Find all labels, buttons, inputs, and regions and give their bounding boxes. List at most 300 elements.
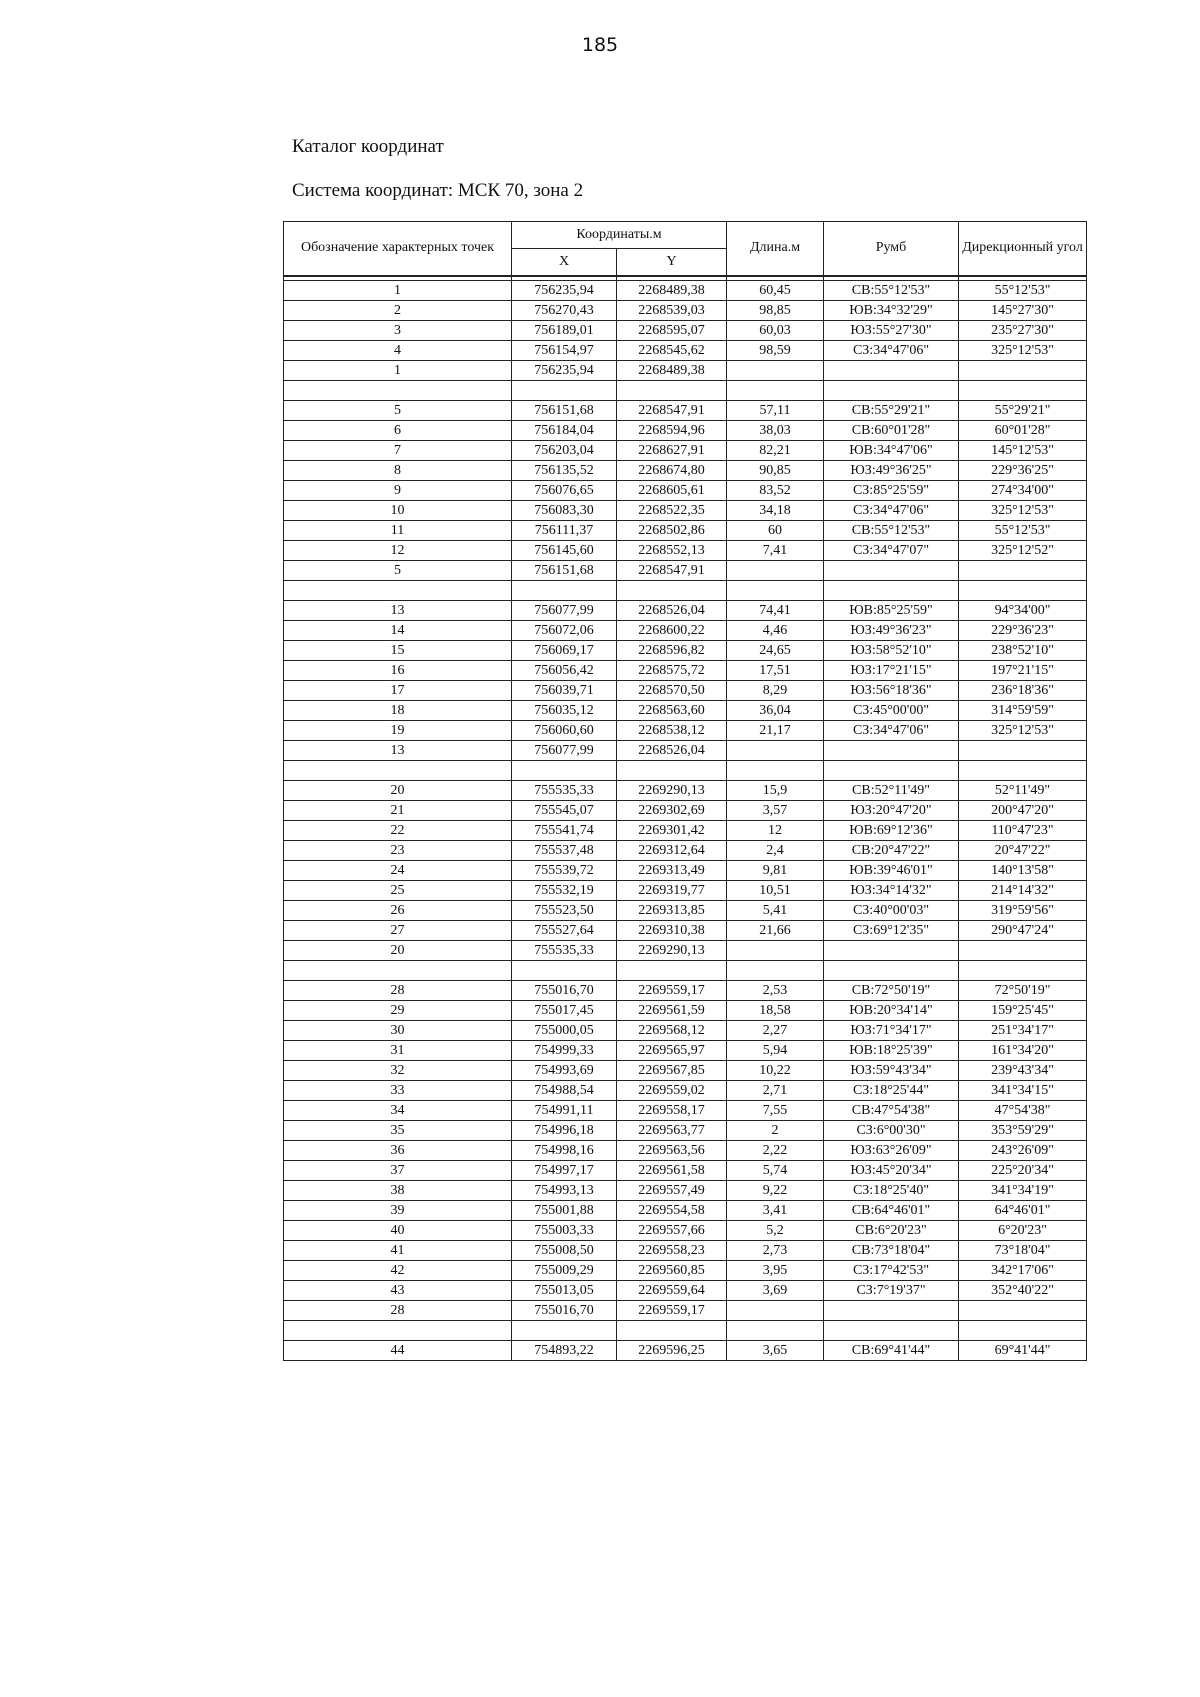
table-row — [284, 421, 1087, 441]
y-cell: 2269313,49 — [617, 861, 727, 881]
angle-cell: 55°12'53" — [959, 281, 1087, 301]
y-cell: 2268570,50 — [617, 681, 727, 701]
table-row — [284, 401, 1087, 421]
point-cell: 31 — [284, 1041, 512, 1061]
length-cell: 2,53 — [727, 981, 824, 1001]
point-cell: 28 — [284, 1301, 512, 1321]
rumb-cell — [824, 1301, 959, 1321]
angle-cell — [959, 941, 1087, 961]
length-cell: 57,11 — [727, 401, 824, 421]
y-cell: 2269302,69 — [617, 801, 727, 821]
length-cell — [727, 961, 824, 981]
table-row — [284, 741, 1087, 761]
header-x: X — [512, 249, 617, 276]
y-cell: 2269559,17 — [617, 1301, 727, 1321]
table-row — [284, 301, 1087, 321]
rumb-cell: СВ:52°11'49" — [824, 781, 959, 801]
table-row — [284, 981, 1087, 1001]
table-row — [284, 601, 1087, 621]
rumb-cell: ЮВ:20°34'14" — [824, 1001, 959, 1021]
x-cell: 756035,12 — [512, 701, 617, 721]
point-cell: 29 — [284, 1001, 512, 1021]
length-cell — [727, 1301, 824, 1321]
y-cell: 2269558,23 — [617, 1241, 727, 1261]
rumb-cell: ЮЗ:34°14'32" — [824, 881, 959, 901]
y-cell: 2269301,42 — [617, 821, 727, 841]
table-row — [284, 961, 1087, 981]
point-cell: 1 — [284, 281, 512, 301]
length-cell: 60 — [727, 521, 824, 541]
length-cell: 2,73 — [727, 1241, 824, 1261]
table-row — [284, 1141, 1087, 1161]
table-row — [284, 941, 1087, 961]
point-cell — [284, 961, 512, 981]
point-cell: 16 — [284, 661, 512, 681]
length-cell: 3,95 — [727, 1261, 824, 1281]
length-cell: 10,22 — [727, 1061, 824, 1081]
point-cell: 36 — [284, 1141, 512, 1161]
table-row — [284, 1341, 1087, 1361]
length-cell: 5,2 — [727, 1221, 824, 1241]
rumb-cell: ЮЗ:45°20'34" — [824, 1161, 959, 1181]
point-cell: 37 — [284, 1161, 512, 1181]
table-row — [284, 661, 1087, 681]
angle-cell — [959, 741, 1087, 761]
y-cell: 2268563,60 — [617, 701, 727, 721]
coordinate-catalog-table — [283, 221, 1087, 1361]
table-row — [284, 361, 1087, 381]
angle-cell: 69°41'44" — [959, 1341, 1087, 1361]
point-cell: 10 — [284, 501, 512, 521]
y-cell: 2269559,17 — [617, 981, 727, 1001]
y-cell: 2268526,04 — [617, 601, 727, 621]
rumb-cell: СЗ:18°25'44" — [824, 1081, 959, 1101]
rumb-cell — [824, 761, 959, 781]
point-cell: 13 — [284, 601, 512, 621]
x-cell: 754997,17 — [512, 1161, 617, 1181]
x-cell: 755537,48 — [512, 841, 617, 861]
point-cell: 12 — [284, 541, 512, 561]
point-cell: 25 — [284, 881, 512, 901]
length-cell — [727, 941, 824, 961]
y-cell: 2268522,35 — [617, 501, 727, 521]
rumb-cell: СЗ:85°25'59" — [824, 481, 959, 501]
rumb-cell: ЮЗ:17°21'15" — [824, 661, 959, 681]
x-cell: 754988,54 — [512, 1081, 617, 1101]
length-cell: 3,65 — [727, 1341, 824, 1361]
point-cell — [284, 381, 512, 401]
angle-cell: 197°21'15" — [959, 661, 1087, 681]
length-cell — [727, 741, 824, 761]
y-cell: 2269567,85 — [617, 1061, 727, 1081]
y-cell: 2269563,56 — [617, 1141, 727, 1161]
length-cell: 15,9 — [727, 781, 824, 801]
table-row — [284, 1281, 1087, 1301]
x-cell: 755013,05 — [512, 1281, 617, 1301]
angle-cell — [959, 381, 1087, 401]
angle-cell — [959, 1321, 1087, 1341]
table-row — [284, 1021, 1087, 1041]
rumb-cell: СВ:20°47'22" — [824, 841, 959, 861]
header-point: Обозначение характерных точек — [284, 222, 512, 276]
angle-cell: 342°17'06" — [959, 1261, 1087, 1281]
length-cell: 83,52 — [727, 481, 824, 501]
angle-cell: 72°50'19" — [959, 981, 1087, 1001]
angle-cell: 145°27'30" — [959, 301, 1087, 321]
y-cell — [617, 1321, 727, 1341]
length-cell — [727, 1321, 824, 1341]
y-cell: 2269557,49 — [617, 1181, 727, 1201]
page-number: 185 — [581, 34, 619, 56]
table-row — [284, 381, 1087, 401]
x-cell: 756083,30 — [512, 501, 617, 521]
y-cell: 2269563,77 — [617, 1121, 727, 1141]
y-cell: 2269560,85 — [617, 1261, 727, 1281]
rumb-cell: СВ:73°18'04" — [824, 1241, 959, 1261]
x-cell: 756076,65 — [512, 481, 617, 501]
angle-cell: 73°18'04" — [959, 1241, 1087, 1261]
length-cell — [727, 761, 824, 781]
y-cell: 2268526,04 — [617, 741, 727, 761]
x-cell: 756077,99 — [512, 601, 617, 621]
table-row — [284, 561, 1087, 581]
table-row — [284, 541, 1087, 561]
header-direction-angle: Дирекционный угол — [959, 222, 1087, 276]
rumb-cell: СВ:64°46'01" — [824, 1201, 959, 1221]
y-cell: 2269558,17 — [617, 1101, 727, 1121]
rumb-cell: СВ:6°20'23" — [824, 1221, 959, 1241]
header-coordinates: Координаты.м — [512, 222, 727, 249]
point-cell: 9 — [284, 481, 512, 501]
y-cell: 2268539,03 — [617, 301, 727, 321]
length-cell — [727, 361, 824, 381]
angle-cell: 159°25'45" — [959, 1001, 1087, 1021]
table-row — [284, 501, 1087, 521]
y-cell: 2269596,25 — [617, 1341, 727, 1361]
x-cell: 756056,42 — [512, 661, 617, 681]
point-cell: 2 — [284, 301, 512, 321]
header-rumb: Румб — [824, 222, 959, 276]
rumb-cell — [824, 1321, 959, 1341]
table-row — [284, 841, 1087, 861]
angle-cell: 325°12'53" — [959, 721, 1087, 741]
y-cell: 2268552,13 — [617, 541, 727, 561]
angle-cell: 341°34'15" — [959, 1081, 1087, 1101]
y-cell: 2268547,91 — [617, 561, 727, 581]
y-cell: 2269557,66 — [617, 1221, 727, 1241]
y-cell: 2269568,12 — [617, 1021, 727, 1041]
length-cell: 18,58 — [727, 1001, 824, 1021]
angle-cell: 55°29'21" — [959, 401, 1087, 421]
angle-cell: 290°47'24" — [959, 921, 1087, 941]
x-cell: 755532,19 — [512, 881, 617, 901]
x-cell: 756111,37 — [512, 521, 617, 541]
rumb-cell: СВ:55°29'21" — [824, 401, 959, 421]
table-row — [284, 861, 1087, 881]
y-cell: 2269310,38 — [617, 921, 727, 941]
table-row — [284, 681, 1087, 701]
point-cell: 14 — [284, 621, 512, 641]
length-cell: 60,03 — [727, 321, 824, 341]
rumb-cell — [824, 361, 959, 381]
length-cell: 98,85 — [727, 301, 824, 321]
length-cell: 21,17 — [727, 721, 824, 741]
point-cell: 26 — [284, 901, 512, 921]
y-cell: 2268502,86 — [617, 521, 727, 541]
y-cell: 2268489,38 — [617, 281, 727, 301]
point-cell: 17 — [284, 681, 512, 701]
angle-cell: 214°14'32" — [959, 881, 1087, 901]
rumb-cell: СВ:69°41'44" — [824, 1341, 959, 1361]
x-cell: 754993,69 — [512, 1061, 617, 1081]
length-cell: 38,03 — [727, 421, 824, 441]
point-cell: 20 — [284, 781, 512, 801]
x-cell: 755001,88 — [512, 1201, 617, 1221]
rumb-cell — [824, 961, 959, 981]
table-row — [284, 1241, 1087, 1261]
angle-cell: 325°12'52" — [959, 541, 1087, 561]
rumb-cell: СЗ:34°47'06" — [824, 721, 959, 741]
point-cell: 22 — [284, 821, 512, 841]
angle-cell: 60°01'28" — [959, 421, 1087, 441]
point-cell: 13 — [284, 741, 512, 761]
x-cell: 755009,29 — [512, 1261, 617, 1281]
length-cell: 8,29 — [727, 681, 824, 701]
point-cell: 27 — [284, 921, 512, 941]
angle-cell: 341°34'19" — [959, 1181, 1087, 1201]
length-cell — [727, 581, 824, 601]
point-cell: 28 — [284, 981, 512, 1001]
point-cell: 3 — [284, 321, 512, 341]
angle-cell — [959, 961, 1087, 981]
x-cell: 755541,74 — [512, 821, 617, 841]
x-cell: 755539,72 — [512, 861, 617, 881]
x-cell: 755535,33 — [512, 781, 617, 801]
angle-cell: 274°34'00" — [959, 481, 1087, 501]
table-row — [284, 641, 1087, 661]
rumb-cell: ЮВ:34°47'06" — [824, 441, 959, 461]
table-row — [284, 581, 1087, 601]
x-cell: 754991,11 — [512, 1101, 617, 1121]
y-cell: 2269312,64 — [617, 841, 727, 861]
y-cell: 2268595,07 — [617, 321, 727, 341]
angle-cell — [959, 761, 1087, 781]
point-cell: 19 — [284, 721, 512, 741]
point-cell: 6 — [284, 421, 512, 441]
x-cell — [512, 581, 617, 601]
x-cell — [512, 1321, 617, 1341]
rumb-cell: ЮЗ:58°52'10" — [824, 641, 959, 661]
point-cell: 5 — [284, 561, 512, 581]
y-cell: 2268575,72 — [617, 661, 727, 681]
length-cell: 12 — [727, 821, 824, 841]
rumb-cell: ЮВ:85°25'59" — [824, 601, 959, 621]
rumb-cell: СВ:72°50'19" — [824, 981, 959, 1001]
x-cell: 755535,33 — [512, 941, 617, 961]
rumb-cell — [824, 581, 959, 601]
angle-cell: 200°47'20" — [959, 801, 1087, 821]
y-cell: 2268594,96 — [617, 421, 727, 441]
rumb-cell: СЗ:34°47'06" — [824, 501, 959, 521]
angle-cell: 239°43'34" — [959, 1061, 1087, 1081]
table-row — [284, 781, 1087, 801]
point-cell: 7 — [284, 441, 512, 461]
point-cell: 20 — [284, 941, 512, 961]
angle-cell: 352°40'22" — [959, 1281, 1087, 1301]
length-cell: 5,74 — [727, 1161, 824, 1181]
angle-cell: 236°18'36" — [959, 681, 1087, 701]
x-cell: 755545,07 — [512, 801, 617, 821]
table-row — [284, 701, 1087, 721]
length-cell: 17,51 — [727, 661, 824, 681]
point-cell: 42 — [284, 1261, 512, 1281]
x-cell: 755017,45 — [512, 1001, 617, 1021]
angle-cell — [959, 361, 1087, 381]
table-row — [284, 1161, 1087, 1181]
rumb-cell: ЮЗ:63°26'09" — [824, 1141, 959, 1161]
point-cell: 40 — [284, 1221, 512, 1241]
angle-cell: 20°47'22" — [959, 841, 1087, 861]
angle-cell: 94°34'00" — [959, 601, 1087, 621]
rumb-cell: ЮЗ:55°27'30" — [824, 321, 959, 341]
rumb-cell — [824, 941, 959, 961]
rumb-cell — [824, 381, 959, 401]
table-row — [284, 1061, 1087, 1081]
table-row — [284, 1121, 1087, 1141]
point-cell: 32 — [284, 1061, 512, 1081]
angle-cell: 145°12'53" — [959, 441, 1087, 461]
rumb-cell: ЮВ:69°12'36" — [824, 821, 959, 841]
table-header — [284, 222, 1087, 281]
table-row — [284, 1101, 1087, 1121]
length-cell: 2 — [727, 1121, 824, 1141]
rumb-cell: СЗ:18°25'40" — [824, 1181, 959, 1201]
table-row — [284, 1221, 1087, 1241]
x-cell: 756145,60 — [512, 541, 617, 561]
rumb-cell: СЗ:6°00'30" — [824, 1121, 959, 1141]
point-cell: 15 — [284, 641, 512, 661]
angle-cell: 314°59'59" — [959, 701, 1087, 721]
point-cell: 23 — [284, 841, 512, 861]
x-cell: 756235,94 — [512, 361, 617, 381]
length-cell: 82,21 — [727, 441, 824, 461]
table-row — [284, 341, 1087, 361]
x-cell: 755000,05 — [512, 1021, 617, 1041]
point-cell — [284, 761, 512, 781]
x-cell: 756135,52 — [512, 461, 617, 481]
x-cell: 755008,50 — [512, 1241, 617, 1261]
length-cell: 2,27 — [727, 1021, 824, 1041]
angle-cell: 319°59'56" — [959, 901, 1087, 921]
angle-cell: 353°59'29" — [959, 1121, 1087, 1141]
angle-cell: 140°13'58" — [959, 861, 1087, 881]
x-cell: 754998,16 — [512, 1141, 617, 1161]
angle-cell — [959, 581, 1087, 601]
y-cell: 2268545,62 — [617, 341, 727, 361]
length-cell: 36,04 — [727, 701, 824, 721]
angle-cell: 251°34'17" — [959, 1021, 1087, 1041]
point-cell: 1 — [284, 361, 512, 381]
angle-cell: 64°46'01" — [959, 1201, 1087, 1221]
table-row — [284, 921, 1087, 941]
y-cell: 2269554,58 — [617, 1201, 727, 1221]
x-cell: 756235,94 — [512, 281, 617, 301]
rumb-cell: СЗ:17°42'53" — [824, 1261, 959, 1281]
point-cell: 34 — [284, 1101, 512, 1121]
y-cell: 2268674,80 — [617, 461, 727, 481]
table-row — [284, 621, 1087, 641]
angle-cell: 161°34'20" — [959, 1041, 1087, 1061]
x-cell: 755016,70 — [512, 1301, 617, 1321]
rumb-cell: ЮЗ:49°36'25" — [824, 461, 959, 481]
y-cell: 2269559,64 — [617, 1281, 727, 1301]
rumb-cell: ЮВ:39°46'01" — [824, 861, 959, 881]
y-cell: 2268605,61 — [617, 481, 727, 501]
y-cell — [617, 761, 727, 781]
x-cell: 755016,70 — [512, 981, 617, 1001]
x-cell: 756069,17 — [512, 641, 617, 661]
table-row — [284, 761, 1087, 781]
length-cell: 24,65 — [727, 641, 824, 661]
length-cell: 21,66 — [727, 921, 824, 941]
x-cell: 756189,01 — [512, 321, 617, 341]
angle-cell — [959, 1301, 1087, 1321]
point-cell: 4 — [284, 341, 512, 361]
y-cell: 2269565,97 — [617, 1041, 727, 1061]
rumb-cell: СЗ:40°00'03" — [824, 901, 959, 921]
x-cell: 756154,97 — [512, 341, 617, 361]
length-cell: 3,41 — [727, 1201, 824, 1221]
length-cell: 98,59 — [727, 341, 824, 361]
y-cell: 2268538,12 — [617, 721, 727, 741]
y-cell: 2268600,22 — [617, 621, 727, 641]
point-cell: 35 — [284, 1121, 512, 1141]
x-cell: 756077,99 — [512, 741, 617, 761]
rumb-cell: ЮЗ:20°47'20" — [824, 801, 959, 821]
table-row — [284, 1081, 1087, 1101]
length-cell: 2,71 — [727, 1081, 824, 1101]
length-cell: 10,51 — [727, 881, 824, 901]
x-cell: 756060,60 — [512, 721, 617, 741]
rumb-cell: СВ:55°12'53" — [824, 521, 959, 541]
length-cell: 3,57 — [727, 801, 824, 821]
rumb-cell: СВ:55°12'53" — [824, 281, 959, 301]
point-cell: 38 — [284, 1181, 512, 1201]
y-cell: 2269561,59 — [617, 1001, 727, 1021]
table-row — [284, 1321, 1087, 1341]
angle-cell: 110°47'23" — [959, 821, 1087, 841]
y-cell: 2268596,82 — [617, 641, 727, 661]
rumb-cell: СВ:60°01'28" — [824, 421, 959, 441]
y-cell: 2269313,85 — [617, 901, 727, 921]
table-row — [284, 821, 1087, 841]
rumb-cell — [824, 561, 959, 581]
table-row — [284, 1181, 1087, 1201]
table-row — [284, 901, 1087, 921]
x-cell: 755003,33 — [512, 1221, 617, 1241]
table-row — [284, 1001, 1087, 1021]
point-cell: 43 — [284, 1281, 512, 1301]
document-title: Каталог координат — [292, 136, 444, 157]
angle-cell: 52°11'49" — [959, 781, 1087, 801]
y-cell: 2269559,02 — [617, 1081, 727, 1101]
angle-cell: 55°12'53" — [959, 521, 1087, 541]
length-cell: 9,81 — [727, 861, 824, 881]
rumb-cell: ЮВ:18°25'39" — [824, 1041, 959, 1061]
angle-cell: 325°12'53" — [959, 501, 1087, 521]
rumb-cell: СЗ:34°47'06" — [824, 341, 959, 361]
length-cell: 5,41 — [727, 901, 824, 921]
